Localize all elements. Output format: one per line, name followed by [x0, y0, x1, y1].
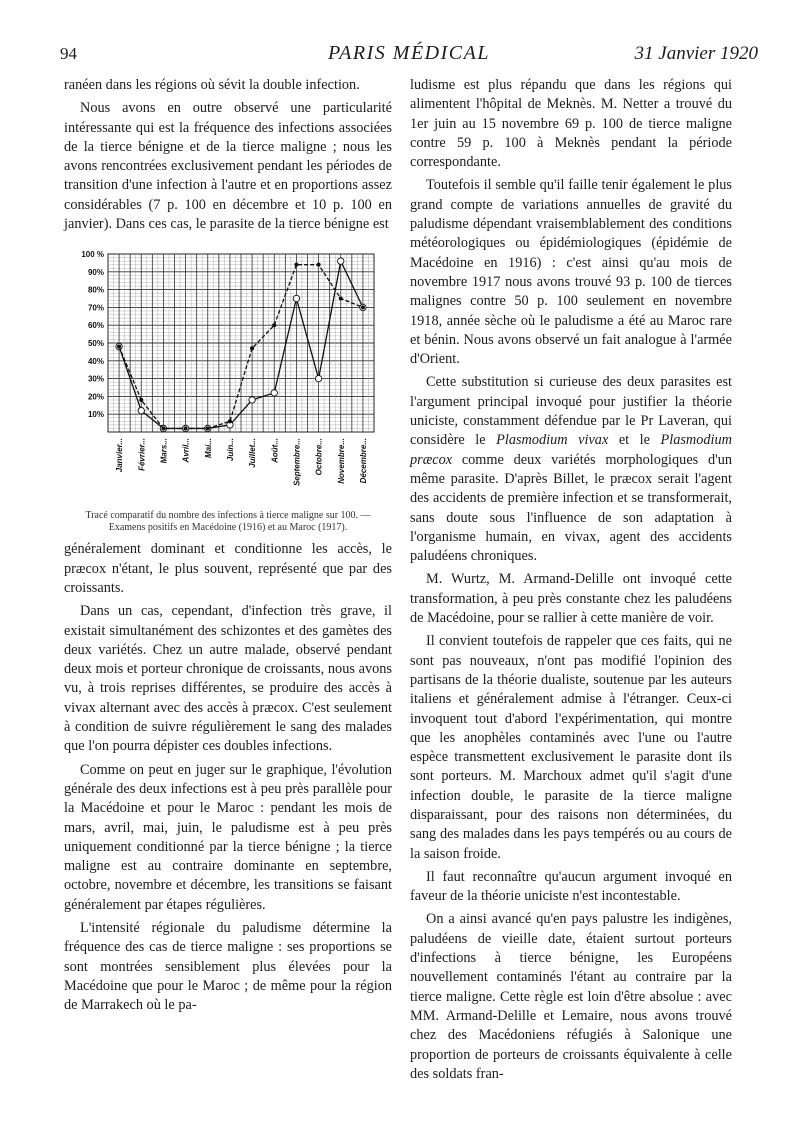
right-paragraph-4: M. Wurtz, M. Armand-Delille ont invoqué cette transformation, à peu près constante chez les paludéens de Macédoine, pour se rallier à cette manière de voir.: [410, 571, 732, 627]
chart-point: [271, 390, 277, 396]
right-paragraph-6: Il faut reconnaître qu'aucun argument invoqué en faveur de la théorie uniciste n'est incontestable.: [410, 868, 732, 905]
chart-y-ticks: [81, 250, 104, 419]
chart-x-tick-label: Septembre...: [292, 438, 302, 487]
right-paragraph-3-part-c: et le: [608, 432, 661, 449]
chart-point: [315, 376, 321, 382]
page-header: [60, 40, 758, 70]
malaria-chart-figure: [64, 242, 392, 534]
species-vivax: Plasmodium vivax: [496, 432, 609, 449]
chart-point: [339, 297, 342, 300]
issue-date: 31 Janvier 1920: [634, 43, 758, 64]
right-paragraph-5: Il convient toutefois de rappeler que ces faits, qui ne sont pas nouveaux, n'ont pas modifié l'opinion des partisans de la théorie dualiste, soutenue par les auteurs italiens et généralement admise à l'étranger. Ceux-ci invoquent tout d'abord l'expérimentation, qui montre que les anophèles contaminés avec l'une ou l'autre espèce transmettent exclusivement le parasite dont ils sont porteurs. M. Marchoux admet qu'il s'agit d'une infection double, le parasite de la tierce maligne disparaissant, pour des raisons non déterminées, du sang des malades dans les pays tempérés ou au cours de la saison froide.: [410, 633, 732, 862]
chart-point: [249, 397, 255, 403]
left-paragraph-5: Comme on peut en juger sur le graphique, l'évolution générale des deux infections est à peu près parallèle pour la Macédoine et pour le Maroc : pendant les mois de mars, avril, mai, juin, le paludisme est à peu près uniquement conditionné par la tierce bénigne ; la tierce maligne est au contraire dominante en septembre, octobre, novembre et décembre, les transitions se faisant généralement par étapes régulières.: [64, 761, 392, 913]
right-paragraph-7: On a ainsi avancé qu'en pays palustre les indigènes, paludéens de vieille date, étaient surtout porteurs d'infections à tierce bénigne, les Européens nouvellement contaminés l'étant au contraire par la tierce maligne. Cette règle est loin d'être absolue : avec MM. Armand-Delille et Lemaire, nous avons trouvé chez des Macédoniens réfugiés à Salonique une proportion de porteurs de croissants équivalente à celle des soldats fran-: [410, 911, 732, 1082]
chart-point: [317, 263, 320, 266]
species-praecox: Plasmodium præcox: [410, 432, 733, 468]
journal-title: PARIS MÉDICAL: [328, 42, 490, 64]
right-paragraph-3: [410, 373, 732, 566]
right-paragraph-1: ludisme est plus répandu que dans les régions qui alimentent l'hôpital de Meknès. M. Netter a trouvé du 1er juin au 15 novembre 69 p. 100 de tierce maligne contre 59 p. 100 à Meknès pendant la période correspondante.: [410, 77, 732, 171]
chart-y-tick-label: 60%: [87, 321, 104, 331]
right-paragraph-2: Toutefois il semble qu'il faille tenir également le plus grand compte de variations annuelles de gravité du paludisme dépendant vraisemblablement des conditions météorologiques ou épidémiologiques (épidémie de Macédoine en 1916) : c'est ainsi qu'au mois de novembre 1917 nous avons trouvé 93 p. 100 de tierces malignes contre 50 p. 100 seulement en novembre 1918, année sèche où le paludisme a été au Maroc rare et bénin. Nous avons observé un fait analogue à l'armée d'Orient.: [410, 177, 732, 368]
left-paragraph-3: généralement dominant et conditionne les accès, le præcox n'étant, le plus souvent, représenté que par des croissants.: [64, 541, 392, 596]
right-paragraph-3-part-e: comme deux variétés morphologiques d'un même parasite. D'après Billet, le præcox serait l'agent des accidents de première infection et se transformerait, sans doute sous l'influence de son adaptation à l'organisme humain, en vivax, agent des accidents paludéens chroniques.: [410, 451, 732, 565]
chart-point: [206, 427, 209, 430]
chart-y-tick-label: 100 %: [81, 250, 104, 260]
chart-point: [140, 399, 143, 402]
right-column: [410, 76, 732, 1084]
left-paragraph-2: Nous avons en outre observé une particularité intéressante qui est la fréquence des infections associées de la tierce bénigne et de la tierce maligne ; nous les avons rencontrées exclusivement pendant les périodes de transition d'une infection à l'autre et en proportions assez considérables (7 p. 100 en décembre et 10 p. 100 en janvier). Dans ces cas, le parasite de la tierce bénigne est: [64, 100, 392, 233]
chart-point: [138, 408, 144, 414]
chart-y-tick-label: 10%: [87, 410, 104, 420]
chart-x-tick-label: Janvier...: [115, 438, 125, 473]
chart-x-tick-label: Décembre...: [358, 438, 368, 484]
chart-y-tick-label: 50%: [87, 339, 104, 349]
chart-point: [361, 306, 364, 309]
chart-x-tick-label: Août...: [270, 438, 280, 464]
chart-x-tick-label: Juillet...: [248, 438, 258, 469]
chart-grid: [108, 254, 374, 432]
page-number: 94: [60, 44, 77, 63]
chart-point: [184, 427, 187, 430]
chart-point: [117, 345, 120, 348]
chart-point: [228, 420, 231, 423]
chart-x-ticks: [115, 438, 368, 486]
chart-y-tick-label: 40%: [87, 357, 104, 367]
left-column: [64, 76, 392, 1016]
chart-x-tick-label: Juin...: [225, 438, 235, 462]
chart-point: [162, 427, 165, 430]
malaria-line-chart: [64, 242, 392, 504]
chart-point: [273, 324, 276, 327]
chart-y-tick-label: 90%: [87, 268, 104, 278]
figure-caption: Tracé comparatif du nombre des infections à tierce maligne sur 100. — Examens positifs en Macédoine (1916) et au Maroc (1917).: [85, 510, 371, 534]
left-paragraph-6: L'intensité régionale du paludisme détermine la fréquence des cas de tierce maligne : ses proportions se sont montrées sensiblement plus élevées pour la Macédoine que pour le Maroc ; de même pour la région de Marrakech où le pa-: [64, 920, 392, 1014]
chart-y-tick-label: 20%: [87, 392, 104, 402]
chart-x-tick-label: Février...: [137, 438, 147, 472]
chart-point: [293, 296, 299, 302]
chart-y-tick-label: 80%: [87, 285, 104, 295]
chart-y-tick-label: 70%: [87, 303, 104, 313]
chart-x-tick-label: Mars...: [159, 438, 169, 464]
chart-point: [338, 258, 344, 264]
chart-x-tick-label: Novembre...: [336, 438, 346, 485]
chart-x-tick-label: Avril...: [181, 438, 191, 463]
chart-point: [250, 347, 253, 350]
right-paragraph-3-part-a: Cette substitution si curieuse des deux parasites est l'argument principal invoqué pour justifier la théorie uniciste, constamment défendue par le Pr Laveran, qui considère le: [410, 374, 732, 449]
left-paragraph-1: ranéen dans les régions où sévit la double infection.: [64, 77, 360, 93]
chart-point: [295, 263, 298, 266]
left-paragraph-4: Dans un cas, cependant, d'infection très grave, il existait simultanément des schizontes et des gamètes des deux variétés. Chez un autre malade, observé pendant deux mois et porteur chronique de croissants, nous avons vu, à trois reprises différentes, se produire des accès à vivax alternant avec des accès à præcox. C'est seulement à condition de suivre régulièrement le sang des malades que l'on pourra dépister ces doubles infections.: [64, 603, 392, 755]
chart-y-tick-label: 30%: [87, 374, 104, 384]
chart-x-tick-label: Octobre...: [314, 438, 324, 476]
chart-x-tick-label: Mai...: [203, 438, 213, 459]
